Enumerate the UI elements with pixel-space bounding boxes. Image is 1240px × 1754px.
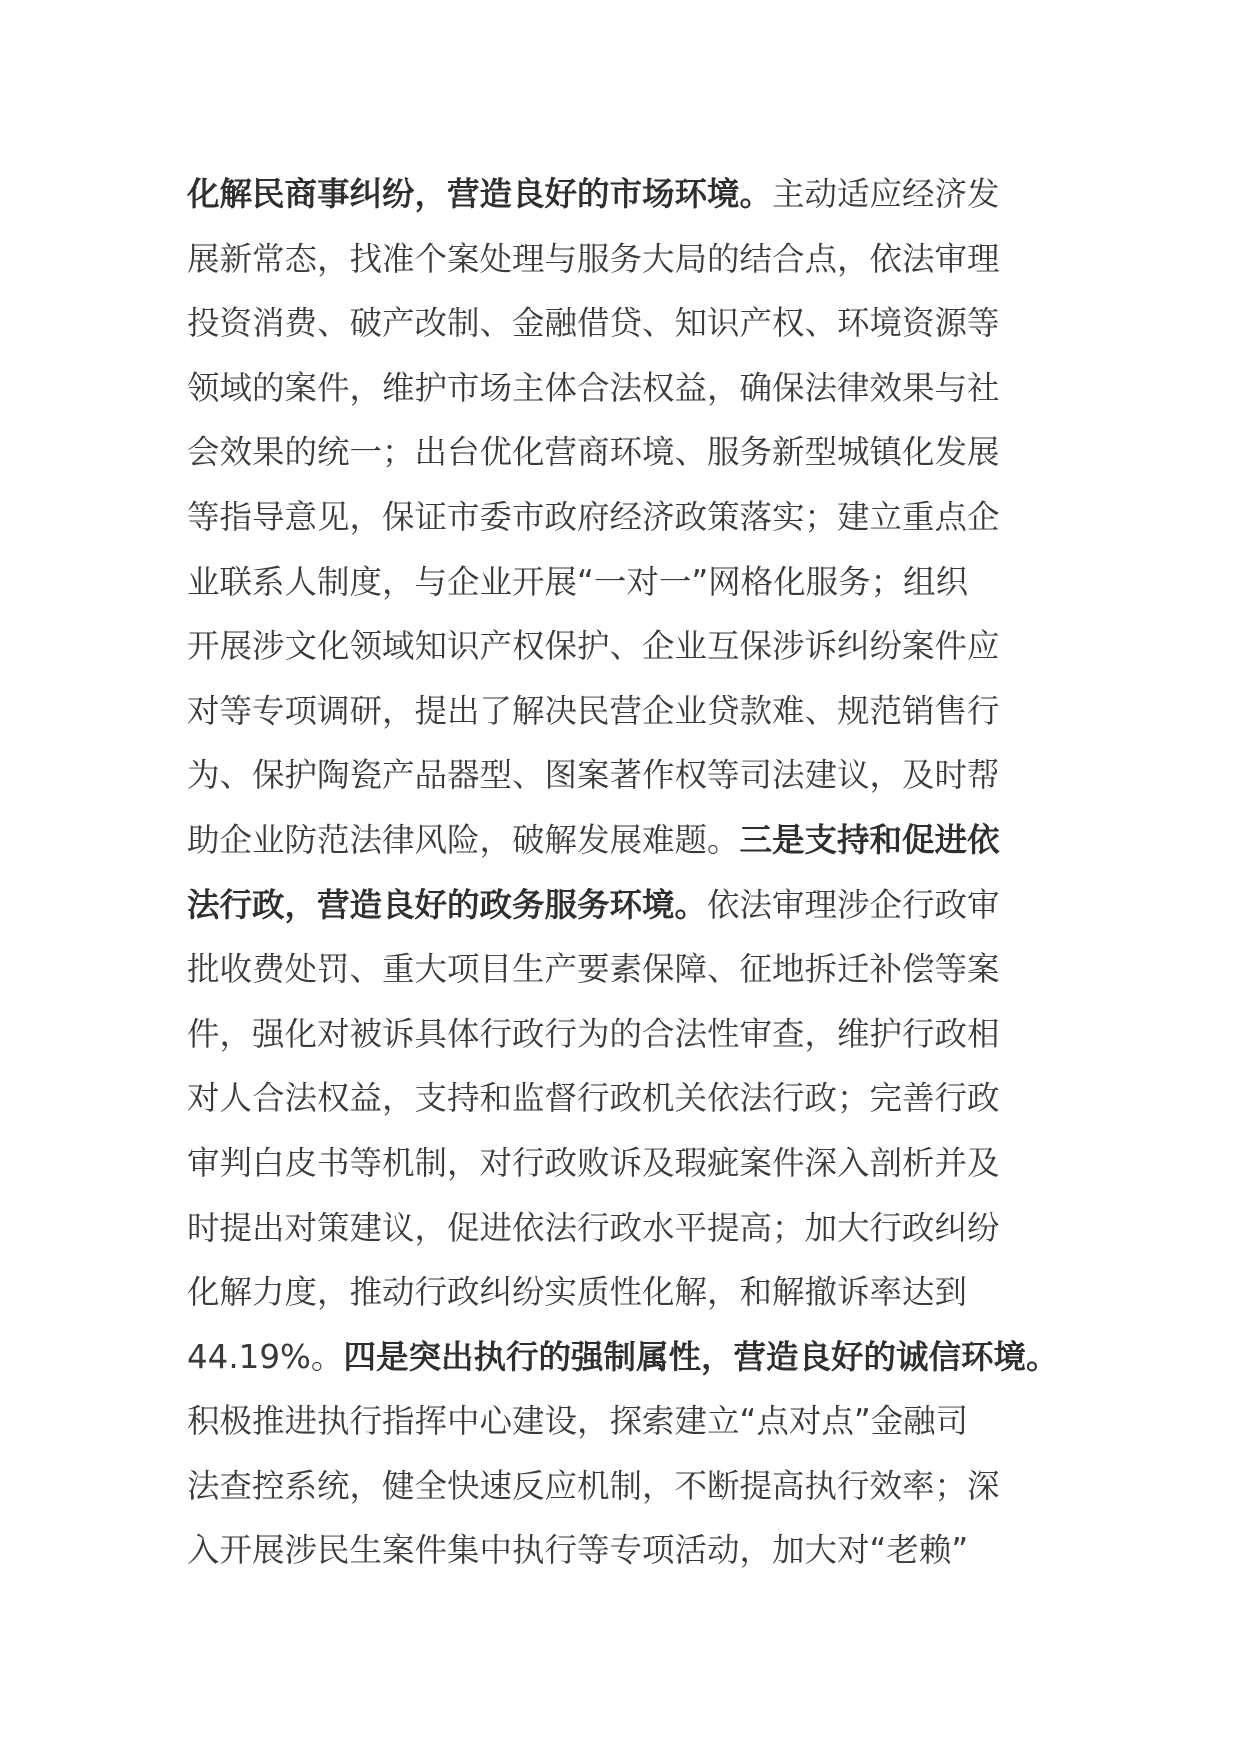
body-text: 会效果的统一；出台优化营商环境、服务新型城镇化发展 <box>187 433 1000 472</box>
text-line <box>187 1196 1067 1261</box>
text-line <box>187 227 1067 292</box>
text-line <box>187 614 1067 679</box>
body-text: 开展涉文化领域知识产权保护、企业互保涉诉纠纷案件应 <box>187 627 1000 666</box>
text-line <box>187 1389 1067 1454</box>
body-text: 助企业防范法律风险，破解发展难题。 <box>187 820 740 859</box>
text-line <box>187 937 1067 1002</box>
text-line <box>187 1002 1067 1067</box>
text-line <box>187 420 1067 485</box>
text-line <box>187 356 1067 421</box>
body-text: 批收费处罚、重大项目生产要素保障、征地拆迁补偿等案 <box>187 950 1000 989</box>
body-text: 积极推进执行指挥中心建设，探索建立“点对点”金融司 <box>187 1402 969 1441</box>
body-text: 依法审理涉企行政审 <box>707 885 1000 924</box>
body-text: 入开展涉民生案件集中执行等专项活动，加大对“老赖” <box>187 1531 969 1570</box>
text-line <box>187 1325 1067 1390</box>
bold-heading-text: 法行政，营造良好的政务服务环境。 <box>187 885 708 924</box>
body-text: 投资消费、破产改制、金融借贷、知识产权、环境资源等 <box>187 304 1000 343</box>
text-line <box>187 1454 1067 1519</box>
body-text: 法查控系统，健全快速反应机制，不断提高执行效率；深 <box>187 1466 1000 1505</box>
text-line <box>187 162 1067 227</box>
body-text: 业联系人制度，与企业开展“一对一”网格化服务；组织 <box>187 562 969 601</box>
text-line <box>187 1066 1067 1131</box>
body-text: 为、保护陶瓷产品器型、图案著作权等司法建议，及时帮 <box>187 756 1000 795</box>
body-text: 领域的案件，维护市场主体合法权益，确保法律效果与社 <box>187 368 1000 407</box>
text-line <box>187 1518 1067 1583</box>
body-paragraph <box>187 162 1067 1583</box>
body-text: 件，强化对被诉具体行政行为的合法性审查，维护行政相 <box>187 1014 1000 1053</box>
body-text: 对等专项调研，提出了解决民营企业贷款难、规范销售行 <box>187 691 1000 730</box>
body-text: 主动适应经济发 <box>772 175 1000 213</box>
body-text: 44.19%。 <box>187 1337 344 1376</box>
body-text: 审判白皮书等机制，对行政败诉及瑕疵案件深入剖析并及 <box>187 1143 1000 1182</box>
text-line <box>187 291 1067 356</box>
bold-heading-text: 三是支持和促进依 <box>739 820 1000 859</box>
text-line <box>187 550 1067 615</box>
bold-heading-text: 四是突出执行的强制属性，营造良好的诚信环境。 <box>343 1337 1059 1376</box>
body-text: 对人合法权益，支持和监督行政机关依法行政；完善行政 <box>187 1079 1000 1118</box>
text-line <box>187 679 1067 744</box>
text-line <box>187 1260 1067 1325</box>
text-line <box>187 1131 1067 1196</box>
text-line <box>187 743 1067 808</box>
body-text: 等指导意见，保证市委市政府经济政策落实；建立重点企 <box>187 497 1000 536</box>
body-text: 化解力度，推动行政纠纷实质性化解，和解撤诉率达到 <box>187 1273 968 1312</box>
text-line <box>187 808 1067 873</box>
bold-heading-text: 化解民商事纠纷，营造良好的市场环境。 <box>187 175 773 213</box>
body-text: 展新常态，找准个案处理与服务大局的结合点，依法审理 <box>187 239 1000 278</box>
text-line <box>187 485 1067 550</box>
body-text: 时提出对策建议，促进依法行政水平提高；加大行政纠纷 <box>187 1208 1000 1247</box>
text-line <box>187 873 1067 938</box>
